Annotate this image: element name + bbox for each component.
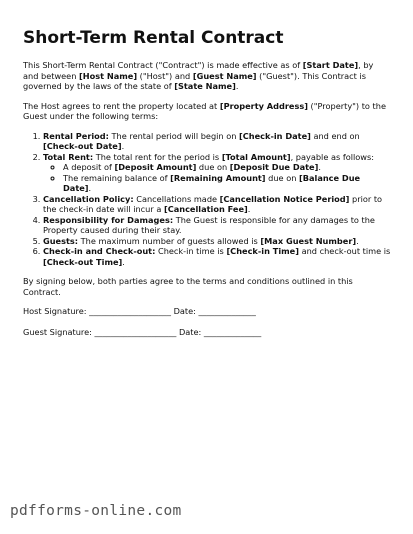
deposit-due-date-placeholder: [Deposit Due Date] (229, 162, 319, 172)
remaining-amount-placeholder: [Remaining Amount] (170, 172, 266, 183)
balance-item (63, 173, 391, 194)
term-text: . (318, 162, 321, 172)
term-rental-period (43, 131, 391, 152)
intro-text: This Short-Term Rental Contract ("Contract") is made effective as of (23, 60, 303, 70)
host-signature-line[interactable]: Host Signature: ____________________ Date: ______________ (23, 306, 256, 316)
term-text: . (122, 256, 125, 267)
term-cancellation-policy (43, 194, 391, 215)
max-guest-placeholder: [Max Guest Number] (260, 235, 357, 246)
term-total-rent (43, 152, 391, 194)
term-text: and check-out time is (298, 246, 391, 256)
intro-text: ("Guest"). This Contract is governed by the laws of the state of (23, 70, 367, 91)
checkout-date-placeholder: [Check-out Date] (43, 141, 122, 151)
term-label: Total Rent: (43, 151, 94, 162)
terms-list (23, 131, 391, 268)
term-damages (43, 215, 391, 236)
term-text: Check-in time is (155, 246, 227, 256)
cancellation-period-placeholder: [Cancellation Notice Period] (219, 193, 350, 204)
term-text: The total rent for the period is (93, 151, 222, 162)
property-address-placeholder: [Property Address] (219, 100, 308, 111)
term-checkin-checkout (43, 246, 391, 267)
document-title: Short-Term Rental Contract (23, 28, 284, 48)
term-text: . (356, 235, 359, 246)
checkout-time-placeholder: [Check-out Time] (43, 256, 123, 267)
term-text: Cancellations made (133, 193, 220, 204)
guest-signature-line[interactable]: Guest Signature: ____________________ Date: ______________ (23, 326, 262, 337)
term-label: Check-in and Check-out: (43, 246, 156, 256)
checkin-date-placeholder: [Check-in Date] (239, 130, 311, 141)
term-text: A deposit of (63, 162, 115, 172)
deposit-amount-placeholder: [Deposit Amount] (114, 162, 197, 172)
agreement-paragraph: By signing below, both parties agree to the terms and conditions outlined in this Contract. (23, 276, 353, 297)
intro-text: . (235, 81, 239, 91)
term-text: The remaining balance of (63, 172, 171, 183)
state-name-placeholder: [State Name] (174, 81, 236, 91)
term-text: due on (265, 172, 299, 183)
intro-paragraph (23, 60, 391, 92)
term-text: . (88, 183, 92, 193)
watermark-footer: pdfforms-online.com (10, 503, 182, 519)
intro-text: , by and between (23, 60, 374, 81)
term-text: . (121, 141, 125, 151)
term-label: Rental Period: (43, 130, 109, 141)
payment-schedule-list (43, 162, 391, 194)
term-text: prior to the check-in date will incur a (43, 193, 383, 214)
term-text: and end on (310, 130, 360, 141)
property-text: ("Property") to the Guest under the following terms: (23, 100, 386, 121)
term-text: due on (196, 162, 230, 172)
guest-name-placeholder: [Guest Name] (192, 70, 257, 81)
term-text: , payable as follows: (290, 151, 375, 162)
property-paragraph (23, 101, 391, 122)
checkin-time-placeholder: [Check-in Time] (226, 246, 299, 256)
term-guests (43, 236, 391, 247)
term-label: Cancellation Policy: (43, 193, 134, 204)
term-text: . (247, 204, 251, 214)
term-label: Guests: (43, 235, 79, 246)
start-date-placeholder: [Start Date] (302, 60, 359, 70)
host-name-placeholder: [Host Name] (79, 70, 138, 81)
deposit-item (63, 162, 391, 173)
total-amount-placeholder: [Total Amount] (221, 151, 291, 162)
property-text: The Host agrees to rent the property located at (23, 100, 220, 111)
term-text: The Guest is responsible for any damages to the Property caused during their stay. (43, 214, 375, 235)
term-text: The maximum number of guests allowed is (78, 235, 261, 246)
intro-text: ("Host") and (137, 70, 193, 81)
term-text: The rental period will begin on (108, 130, 240, 141)
balance-due-date-placeholder: [Balance Due Date] (63, 172, 361, 193)
contract-document (23, 28, 391, 347)
cancellation-fee-placeholder: [Cancellation Fee] (163, 204, 248, 214)
term-label: Responsibility for Damages: (43, 214, 174, 225)
